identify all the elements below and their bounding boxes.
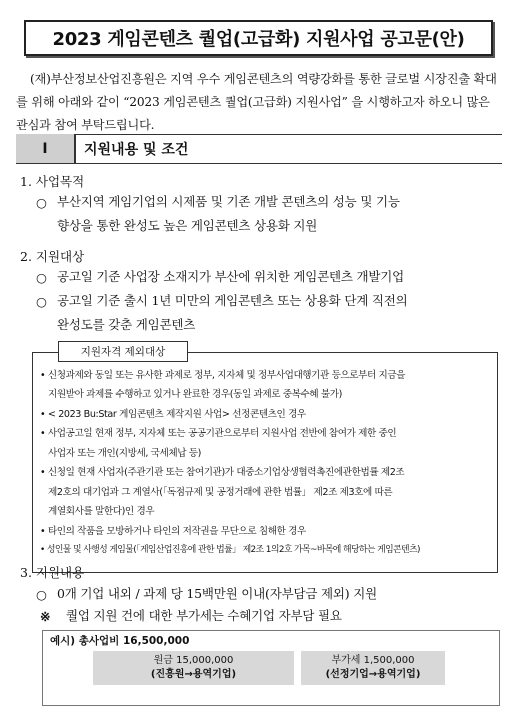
example-vat-amount: 부가세 1,500,000 [331, 655, 415, 666]
section-number: Ⅰ [16, 134, 74, 163]
s1-text-line2: 향상을 통한 완성도 높은 게임콘텐츠 상용화 지원 [57, 218, 318, 233]
example-principal-cell [93, 651, 294, 685]
section-rule-top [16, 134, 502, 135]
section-rule-bottom [16, 163, 502, 164]
s3-heading: 3. 지원내용 [20, 565, 85, 580]
s3-bullet-icon: ○ [36, 587, 47, 602]
exclusion-line: 사업자 또는 개인(지방세, 국세체납 등) [48, 448, 201, 459]
s3-item1: 0개 기업 내외 / 과제 당 15백만원 이내(자부담금 제외) 지원 [57, 586, 377, 601]
s2-item1: 공고일 기준 사업장 소재지가 부산에 위치한 게임콘텐츠 개발기업 [57, 269, 405, 284]
exclusion-line: • < 2023 Bu:Star 게임콘텐츠 제작지원 사업> 선정콘텐츠인 경우 [40, 409, 306, 420]
exclusion-tab: 지원자격 제외대상 [58, 341, 188, 362]
s2-bullet1-icon: ○ [36, 270, 47, 285]
s3-note: 퀄업 지원 건에 대한 부가세는 수혜기업 자부담 필요 [66, 608, 342, 623]
s1-heading: 1. 사업목적 [20, 174, 85, 189]
note-mark-icon: ※ [40, 609, 51, 624]
s1-text-line1: 부산지역 게임기업의 시제품 및 기존 개발 콘텐츠의 성능 및 기능 [57, 194, 400, 209]
s2-heading: 2. 지원대상 [20, 249, 85, 264]
s1-bullet-icon: ○ [36, 195, 47, 210]
section-title: 지원내용 및 조건 [84, 142, 189, 158]
example-vat-flow: (선정기업→용역기업) [325, 669, 421, 680]
s2-item2-line1: 공고일 기준 출시 1년 미만의 게임콘텐츠 또는 상용화 단계 직전의 [57, 293, 408, 308]
s2-bullet2-icon: ○ [36, 294, 47, 309]
exclusion-line: • 신청과제와 동일 또는 유사한 과제로 정부, 지자체 및 정부사업대행기관 등으로부터 지금을 [40, 370, 406, 381]
exclusion-line: 지원받아 과제를 수행하고 있거나 완료한 경우(동일 과제로 중복수혜 불가) [48, 389, 342, 400]
example-vat-cell [301, 651, 445, 685]
exclusion-line: • 타인의 작품을 모방하거나 타인의 저작권을 무단으로 침해한 경우 [40, 526, 306, 537]
example-principal-amount: 원금 15,000,000 [153, 655, 234, 666]
s2-item2-line2: 완성도를 갖춘 게임콘텐츠 [57, 317, 196, 332]
example-principal-flow: (진흥원→용역기업) [150, 669, 237, 680]
document-title: 2023 게임콘텐츠 퀄업(고급화) 지원사업 공고문(안) [24, 20, 493, 56]
example-title: 예시) 총사업비 16,500,000 [50, 635, 190, 647]
exclusion-line: 제2호의 대기업과 그 계열사(「독점규제 및 공정거래에 관한 법률」 제2조 제3호에 따른 [48, 487, 393, 498]
exclusion-line: • 사업공고일 현재 정부, 지자체 또는 공공기관으로부터 지원사업 전반에 참여가 제한 중인 [40, 428, 397, 439]
exclusion-line: 계열회사를 말한다)인 경우 [48, 506, 155, 517]
exclusion-line: • 성인물 및 사행성 게임물(「게임산업진흥에 관한 법률」 제2조 1의2호 가목~바목에 해당하는 게임콘텐츠) [40, 545, 420, 555]
section-divider [74, 134, 76, 164]
intro-paragraph: (재)부산정보산업진흥원은 지역 우수 게임콘텐츠의 역량강화를 통한 글로벌 시장진출 확대를 위해 아래와 같이 “2023 게임콘텐츠 퀄업(고급화) 지원사업” 을 시행하고자 하오니 많은 관심과 참여 부탁드립니다. [16, 72, 497, 132]
exclusion-line: • 신청일 현재 사업자(주관기관 또는 참여기관)가 대중소기업상생협력촉진에관한법률 제2조 [40, 467, 405, 478]
